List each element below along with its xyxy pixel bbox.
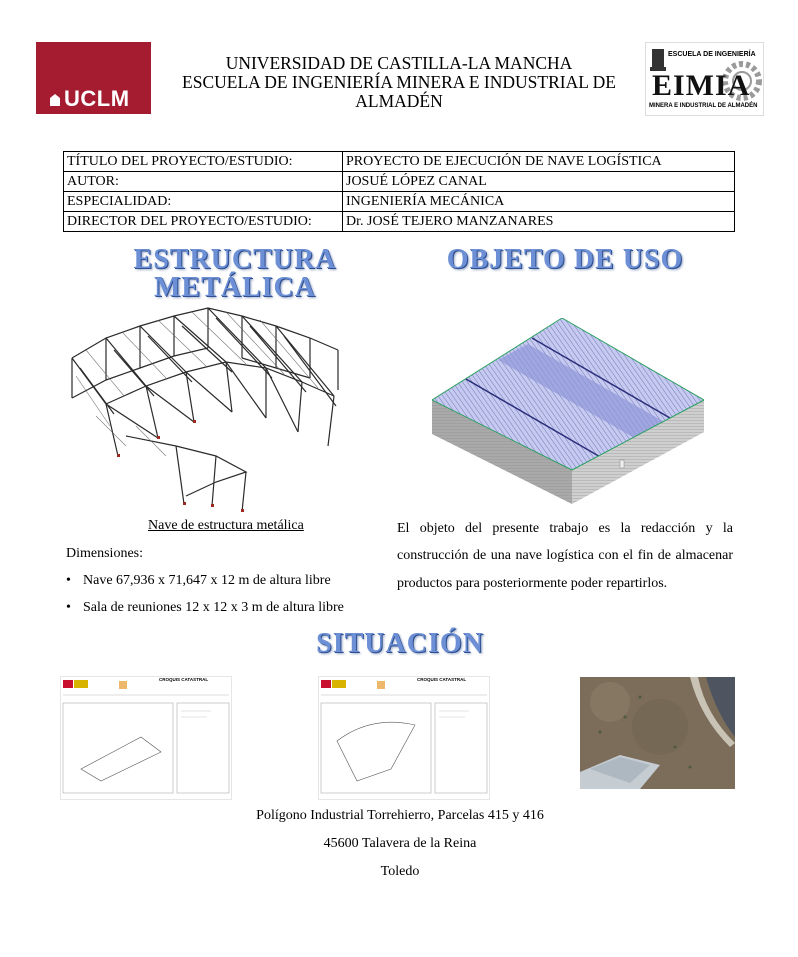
list-item: [66, 572, 344, 599]
info-label: ESPECIALIDAD:: [64, 192, 343, 212]
objeto-description: El objeto del presente trabajo es la redacción y la construcción de una nave logística con el fin de almacenar productos para posteriormente poder repartirlos.: [397, 521, 733, 591]
cadastral-sketch-2: [318, 676, 490, 800]
info-value: PROYECTO DE EJECUCIÓN DE NAVE LOGÍSTICA: [343, 152, 735, 172]
dimensions-list: [66, 572, 344, 626]
eimia-logo: [645, 42, 764, 116]
header-line-1: UNIVERSIDAD DE CASTILLA-LA MANCHA: [225, 53, 573, 73]
steel-structure-image: [66, 306, 350, 512]
table-row: [64, 172, 735, 192]
table-row: [64, 152, 735, 172]
section-title-objeto: OBJETO DE USO: [446, 244, 684, 275]
dimensions-label: Dimensiones:: [66, 546, 143, 561]
eimia-bottom-text: MINERA E INDUSTRIAL DE ALMADÉN: [649, 103, 758, 109]
cadastral-drawing: [319, 677, 489, 799]
table-row: [64, 212, 735, 232]
info-value: INGENIERÍA MECÁNICA: [343, 192, 735, 212]
uclm-logo: [36, 42, 151, 114]
uclm-emblem-icon: [50, 94, 60, 106]
warehouse-render-image: [432, 318, 704, 504]
bullet-icon: •: [66, 573, 71, 588]
structure-caption: Nave de estructura metálica: [148, 518, 304, 533]
aerial-photo: [580, 677, 735, 789]
header-line-3: ALMADÉN: [355, 91, 443, 111]
info-value: Dr. JOSÉ TEJERO MANZANARES: [343, 212, 735, 232]
section-title-estructura: [120, 246, 350, 302]
info-value: JOSUÉ LÓPEZ CANAL: [343, 172, 735, 192]
info-label: DIRECTOR DEL PROYECTO/ESTUDIO:: [64, 212, 343, 232]
address-line-2: 45600 Talavera de la Reina: [323, 836, 477, 851]
location-address: [200, 802, 600, 886]
dimension-text: Nave 67,936 x 71,647 x 12 m de altura libre: [83, 573, 331, 588]
address-line-3: Toledo: [380, 864, 420, 879]
eimia-top-text: ESCUELA DE INGENIERÍA: [668, 51, 756, 58]
cadastral-sketch-1: [60, 676, 232, 800]
address-line-1: Polígono Industrial Torrehierro, Parcelas 415 y 416: [256, 808, 544, 823]
cadastral-title: CROQUIS CATASTRAL: [159, 677, 209, 682]
info-label: AUTOR:: [64, 172, 343, 192]
uclm-logo-text: UCLM: [64, 86, 130, 111]
info-label: TÍTULO DEL PROYECTO/ESTUDIO:: [64, 152, 343, 172]
institution-header: [160, 54, 638, 111]
project-info-table: [63, 151, 735, 232]
cadastral-title: CROQUIS CATASTRAL: [417, 677, 467, 682]
cadastral-drawing: [61, 677, 231, 799]
aerial-photo-image: [580, 677, 735, 789]
section-title-line-2: METÁLICA: [153, 272, 316, 303]
header-line-2: ESCUELA DE INGENIERÍA MINERA E INDUSTRIAL DE: [182, 72, 616, 92]
eimia-logo-text: EIMIA: [652, 69, 751, 102]
list-item: [66, 599, 344, 626]
dimension-text: Sala de reuniones 12 x 12 x 3 m de altura libre: [83, 600, 344, 615]
bullet-icon: •: [66, 600, 71, 615]
section-title-line-1: ESTRUCTURA: [133, 244, 337, 275]
section-title-situacion: SITUACIÓN: [316, 628, 484, 659]
table-row: [64, 192, 735, 212]
